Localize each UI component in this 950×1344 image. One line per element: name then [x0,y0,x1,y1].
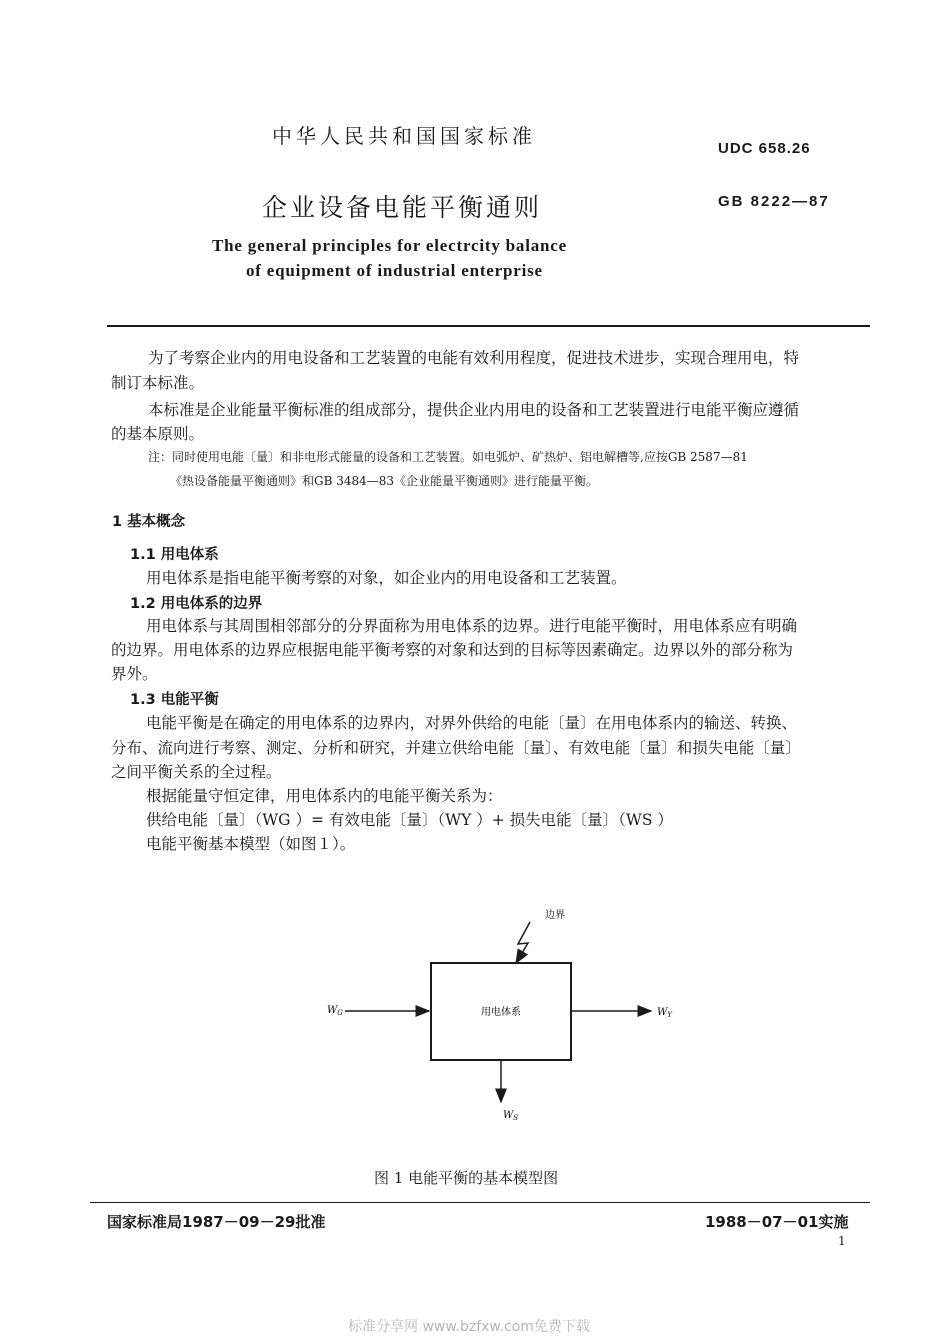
section-1-1-text: 用电体系是指电能平衡考察的对象，如企业内的用电设备和工艺装置。 [146,569,627,587]
standard-category-title: 中华人民共和国国家标准 [272,124,536,148]
section-1-2-heading: 1.2 用电体系的边界 [130,596,263,612]
intro-p1-line1: 为了考察企业内的用电设备和工艺装置的电能有效利用程度，促进技术进步，实现合理用电，特 [148,349,800,367]
intro-p1-line2: 制订本标准。 [111,374,205,392]
document-title-cn: 企业设备电能平衡通则 [262,193,543,222]
section-1-3-line1: 电能平衡是在确定的用电体系的边界内，对界外供给的电能〔量〕在用电体系内的输送、转换、 [146,714,798,732]
implementation-date: 1988－07－01实施 [705,1213,849,1231]
gb-number: GB 8222—87 [718,193,830,210]
intro-p2-line2: 的基本原则。 [111,425,205,443]
loss-label: $W_S$ [503,1110,519,1122]
boundary-pointer [516,922,530,963]
intro-note-line1: 注：同时使用电能〔量〕和非电形式能量的设备和工艺装置。如电弧炉、矿热炉、铝电解槽等,应按GB 2587—81 [148,450,748,464]
section-1-3-line6: 电能平衡基本模型（如图１）。 [146,835,356,853]
section-1-1-heading: 1.1 用电体系 [130,547,219,563]
document-title-en-line2: of equipment of industrial enterprise [246,261,543,280]
watermark: 标准分享网 www.bzfxw.com免费下载 [348,1319,590,1335]
udc-number: UDC 658.26 [718,140,811,157]
energy-balance-equation: 供给电能〔量〕（WG ）= 有效电能〔量〕（WY ）+ 损失电能〔量〕（WS ） [146,811,673,829]
system-box-label: 用电体系 [481,1007,521,1018]
page-number: 1 [838,1234,846,1248]
section-1-3-line4: 根据能量守恒定律，用电体系内的电能平衡关系为： [146,787,503,805]
approval-date: 国家标准局1987－09－29批准 [107,1213,326,1231]
output-label: $W_Y$ [657,1007,672,1019]
section-1-2-line2: 的边界。用电体系的边界应根据电能平衡考察的对象和达到的目标等因素确定。边界以外的部分称为 [111,641,794,659]
intro-note-line2: 《热设备能量平衡通则》和GB 3484—83《企业能量平衡通则》进行能量平衡。 [170,474,599,488]
section-1-heading: 1 基本概念 [112,514,186,530]
section-1-2-line3: 界外。 [111,665,158,683]
footer-rule [90,1202,870,1203]
intro-p2-line1: 本标准是企业能量平衡标准的组成部分，提供企业内用电的设备和工艺装置进行电能平衡应遵循 [148,401,800,419]
header-rule [107,325,870,327]
figure-caption: 图 1 电能平衡的基本模型图 [374,1169,559,1187]
section-1-3-line3: 之间平衡关系的全过程。 [111,763,282,781]
document-title-en-line1: The general principles for electrcity balance [212,236,567,255]
input-label: $W_G$ [327,1005,343,1017]
section-1-3-heading: 1.3 电能平衡 [130,692,219,708]
energy-balance-diagram [315,900,695,1130]
section-1-2-line1: 用电体系与其周围相邻部分的分界面称为用电体系的边界。进行电能平衡时，用电体系应有明确 [146,617,798,635]
boundary-label: 边界 [545,910,565,921]
section-1-3-line2: 分布、流向进行考察、测定、分析和研究，并建立供给电能〔量〕、有效电能〔量〕和损失电能〔量〕 [111,739,801,757]
